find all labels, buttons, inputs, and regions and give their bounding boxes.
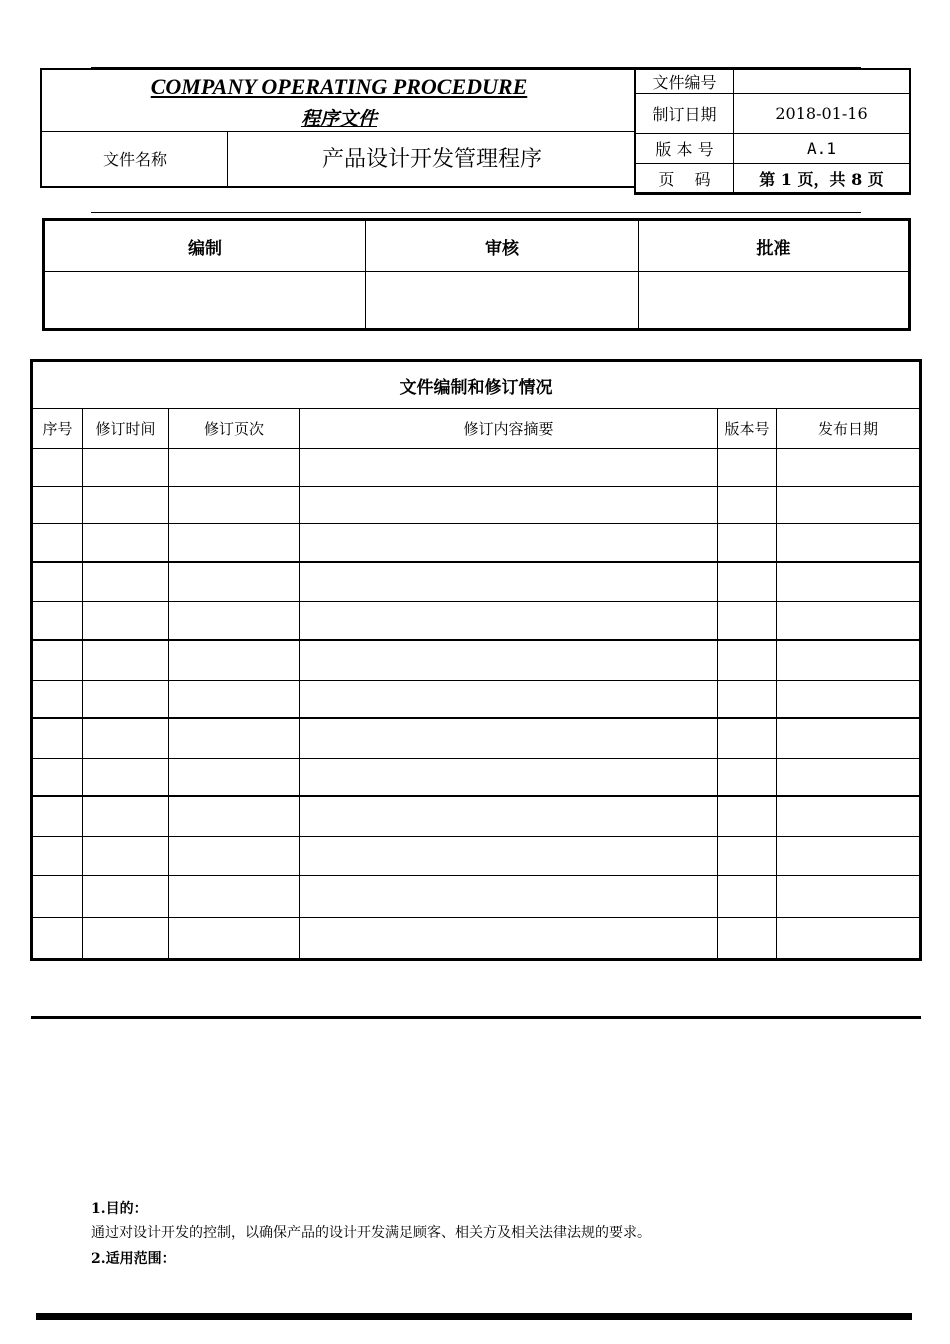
table-row <box>32 759 921 796</box>
section-separator <box>31 1016 921 1019</box>
doc-name: 产品设计开发管理程序 <box>321 147 542 172</box>
table-cell <box>83 681 169 718</box>
table-cell <box>32 640 83 681</box>
table-cell <box>169 876 300 918</box>
table-cell <box>300 837 718 876</box>
table-cell <box>718 524 777 562</box>
table-cell <box>32 718 83 759</box>
signoff-value-approved <box>639 272 910 330</box>
table-cell <box>32 796 83 837</box>
table-cell <box>777 640 921 681</box>
table-row <box>32 837 921 876</box>
table-cell <box>718 759 777 796</box>
table-row <box>32 602 921 640</box>
table-cell <box>718 837 777 876</box>
table-cell <box>32 759 83 796</box>
table-cell <box>32 876 83 918</box>
table-cell <box>169 487 300 524</box>
table-cell <box>32 681 83 718</box>
table-row <box>32 718 921 759</box>
table-cell <box>169 602 300 640</box>
table-row <box>32 449 921 487</box>
meta-value-version: A.1 <box>734 134 911 164</box>
table-cell <box>300 640 718 681</box>
table-cell <box>300 602 718 640</box>
table-cell <box>32 487 83 524</box>
table-cell <box>718 487 777 524</box>
meta-row <box>635 134 910 164</box>
table-cell <box>777 918 921 960</box>
signoff-value-prepared <box>44 272 366 330</box>
table-row <box>32 681 921 718</box>
footer-bar <box>36 1313 912 1320</box>
table-cell <box>169 918 300 960</box>
section1-text: 通过对设计开发的控制，以确保产品的设计开发满足顾客、相关方及相关法律法规的要求。 <box>91 1225 651 1241</box>
table-cell <box>83 602 169 640</box>
table-cell <box>777 562 921 602</box>
meta-label-doc-number: 文件编号 <box>635 69 734 94</box>
table-cell <box>777 524 921 562</box>
table-cell <box>83 876 169 918</box>
table-cell <box>83 449 169 487</box>
col-header-rev-time: 修订时间 <box>83 409 169 449</box>
revision-title-row <box>32 361 921 409</box>
signoff-header-prepared: 编制 <box>44 220 366 272</box>
table-cell <box>169 718 300 759</box>
table-cell <box>300 524 718 562</box>
signoff-header-row <box>44 220 910 272</box>
table-cell <box>169 681 300 718</box>
document-header <box>40 68 912 191</box>
table-row <box>32 524 921 562</box>
table-cell <box>718 449 777 487</box>
table-cell <box>777 487 921 524</box>
table-cell <box>718 876 777 918</box>
col-header-seq: 序号 <box>32 409 83 449</box>
header-title-block <box>40 68 634 188</box>
section1-title: 1.目的： <box>91 1201 148 1217</box>
signoff-header-approved: 批准 <box>639 220 910 272</box>
table-cell <box>777 681 921 718</box>
revision-table <box>30 359 922 961</box>
meta-value-page: 第 1 页，共 8 页 <box>734 164 911 194</box>
table-cell <box>83 918 169 960</box>
table-cell <box>718 718 777 759</box>
signoff-value-row <box>44 272 910 330</box>
table-cell <box>300 487 718 524</box>
col-header-rev-summary: 修订内容摘要 <box>300 409 718 449</box>
table-row <box>32 876 921 918</box>
section2-title: 2.适用范围： <box>91 1251 176 1267</box>
table-cell <box>169 449 300 487</box>
company-title: COMPANY OPERATING PROCEDURE <box>150 74 528 99</box>
table-row <box>32 487 921 524</box>
doc-name-label: 文件名称 <box>102 150 167 169</box>
table-cell <box>718 796 777 837</box>
table-cell <box>169 837 300 876</box>
table-cell <box>300 681 718 718</box>
col-header-release-date: 发布日期 <box>777 409 921 449</box>
header-bottom-rule <box>91 212 861 213</box>
table-cell <box>777 718 921 759</box>
doc-type: 程序文件 <box>300 108 377 130</box>
table-cell <box>32 562 83 602</box>
table-cell <box>32 449 83 487</box>
table-cell <box>32 524 83 562</box>
table-cell <box>300 876 718 918</box>
table-cell <box>718 681 777 718</box>
table-cell <box>777 796 921 837</box>
meta-row <box>635 94 910 134</box>
table-cell <box>83 759 169 796</box>
table-cell <box>300 759 718 796</box>
table-cell <box>777 876 921 918</box>
table-cell <box>718 562 777 602</box>
table-row <box>32 918 921 960</box>
table-cell <box>83 487 169 524</box>
revision-body <box>32 449 921 960</box>
table-cell <box>169 562 300 602</box>
meta-table <box>634 68 911 195</box>
table-cell <box>777 449 921 487</box>
table-cell <box>83 562 169 602</box>
table-cell <box>32 837 83 876</box>
col-header-version: 版本号 <box>718 409 777 449</box>
revision-header-row <box>32 409 921 449</box>
table-cell <box>718 918 777 960</box>
table-cell <box>169 524 300 562</box>
table-cell <box>300 449 718 487</box>
table-cell <box>83 718 169 759</box>
signoff-table <box>42 218 911 331</box>
table-row <box>32 796 921 837</box>
table-cell <box>718 640 777 681</box>
meta-label-version: 版 本 号 <box>635 134 734 164</box>
meta-value-doc-number <box>734 69 911 94</box>
meta-row <box>635 69 910 94</box>
table-cell <box>83 524 169 562</box>
meta-row <box>635 164 910 194</box>
table-row <box>32 640 921 681</box>
table-cell <box>718 602 777 640</box>
table-cell <box>777 602 921 640</box>
table-row <box>32 562 921 602</box>
table-cell <box>83 837 169 876</box>
meta-value-date: 2018-01-16 <box>734 94 911 134</box>
table-cell <box>169 796 300 837</box>
table-cell <box>32 602 83 640</box>
table-cell <box>169 759 300 796</box>
table-cell <box>300 796 718 837</box>
table-cell <box>777 837 921 876</box>
table-cell <box>777 759 921 796</box>
meta-label-page: 页 码 <box>635 164 734 194</box>
table-cell <box>300 562 718 602</box>
table-cell <box>83 796 169 837</box>
table-cell <box>300 718 718 759</box>
meta-label-date: 制订日期 <box>635 94 734 134</box>
signoff-value-reviewed <box>366 272 639 330</box>
table-cell <box>32 918 83 960</box>
col-header-rev-pages: 修订页次 <box>169 409 300 449</box>
table-cell <box>169 640 300 681</box>
signoff-header-reviewed: 审核 <box>366 220 639 272</box>
table-cell <box>83 640 169 681</box>
table-cell <box>300 918 718 960</box>
revision-title: 文件编制和修订情况 <box>32 361 921 409</box>
